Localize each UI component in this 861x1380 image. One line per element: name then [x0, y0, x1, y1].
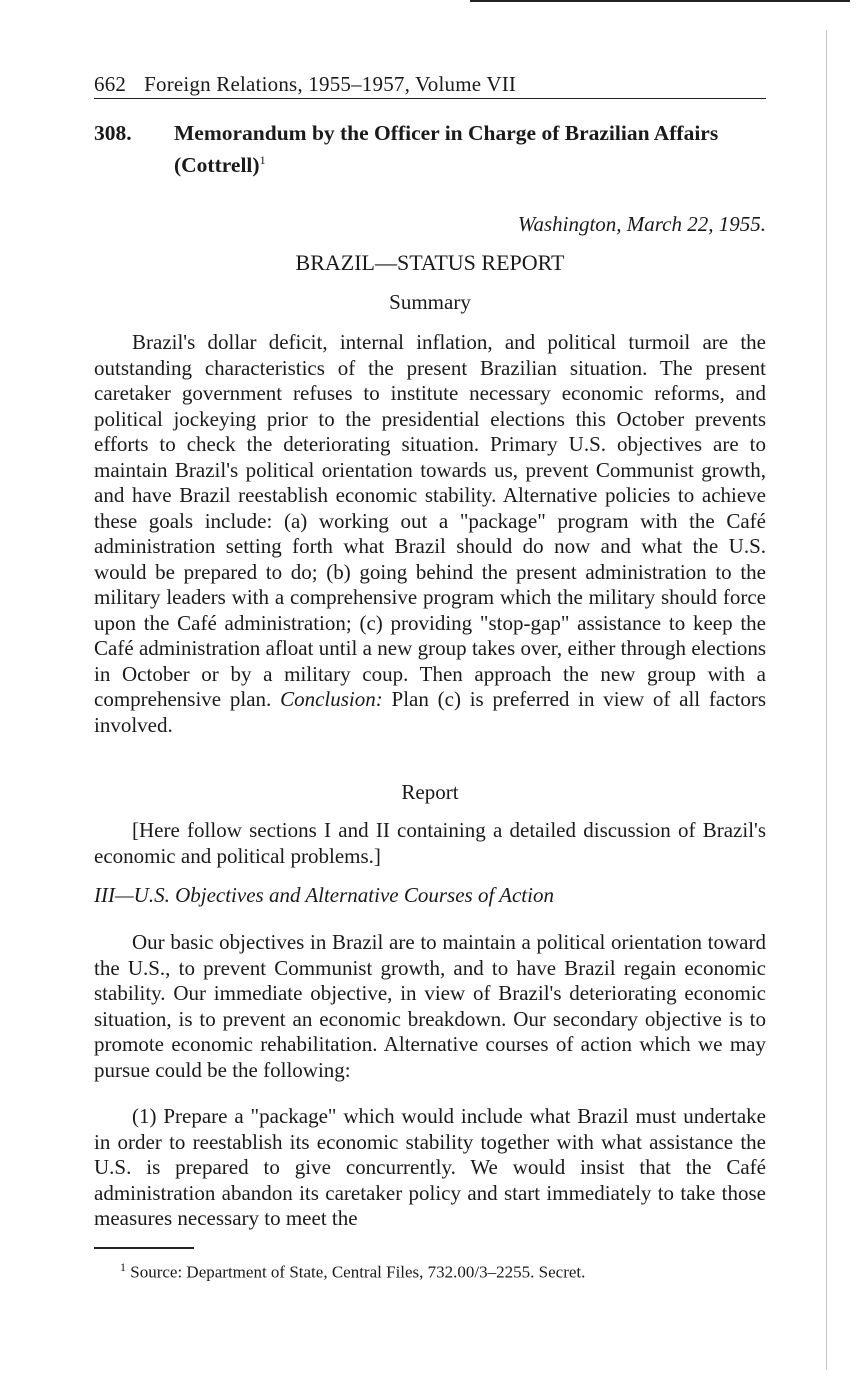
page-number: 662: [94, 72, 127, 96]
footnote-rule: [94, 1247, 194, 1249]
running-header: [94, 72, 766, 99]
footnote-text: Source: Department of State, Central Files, 732.00/3–2255. Secret.: [130, 1262, 586, 1282]
document-number: 308.: [94, 121, 132, 145]
summary-paragraph: [94, 330, 766, 738]
option-1-paragraph: (1) Prepare a "package" which would include what Brazil must undertake in order to reestablish its economic stability together with what assistance the U.S. is prepared to give concurrently. We would insist that the Café administration abandon its caretaker policy and start immediately to take those measures necessary to meet the: [94, 1104, 766, 1230]
footnote: [120, 1260, 585, 1283]
document-title: [174, 120, 734, 179]
page-edge: [826, 30, 827, 1370]
objectives-paragraph: Our basic objectives in Brazil are to maintain a political orientation toward the U.S., to prevent Communist growth, and to have Brazil regain economic stability. Our immediate objective, in view of Brazil's deteriorating economic situation, is to prevent an economic breakdown. Our secondary objective is to promote economic rehabilitation. Alternative courses of action which we may pursue could be the following:: [94, 930, 766, 1082]
dateline: Washington, March 22, 1955.: [517, 212, 766, 236]
report-heading: Report: [401, 780, 459, 804]
top-border-rule: [470, 0, 850, 2]
report-title: BRAZIL—STATUS REPORT: [295, 250, 565, 275]
running-title: Foreign Relations, 1955–1957, Volume VII: [144, 72, 517, 96]
conclusion-label: Conclusion:: [280, 687, 383, 711]
editorial-note: [Here follow sections I and II containing a detailed discussion of Brazil's economic and political problems.]: [94, 818, 766, 868]
section-iii-heading: III—U.S. Objectives and Alternative Courses of Action: [94, 883, 554, 907]
conclusion-text: Plan (c) is preferred in view of all factors involved.: [94, 687, 767, 737]
document-title-text: Memorandum by the Officer in Charge of Brazilian Affairs (Cottrell): [174, 121, 719, 178]
footnote-marker: 1: [120, 1260, 126, 1274]
summary-text: Brazil's dollar deficit, internal inflation, and political turmoil are the outstanding characteristics of the present Brazilian situation. The present caretaker government refuses to institute necessary economic reforms, and political jockeying prior to the presidential elections this October prevents efforts to check the deteriorating situation. Primary U.S. objectives are to maintain Brazil's political orientation towards us, prevent Communist growth, and have Brazil reestablish economic stability. Alternative policies to achieve these goals include: (a) working out a "package" program with the Café administration setting forth what Brazil should do now and what the U.S. would be prepared to do; (b) going behind the present administration to the military leaders with a comprehensive program which the military should force upon the Café administration; (c) providing "stop-gap" assistance to keep the Café administration afloat until a new group takes over, either through elections in October or by a military coup. Then approach the new group with a comprehensive plan.: [94, 330, 766, 711]
footnote-reference: 1: [259, 153, 266, 167]
summary-heading: Summary: [389, 290, 471, 314]
